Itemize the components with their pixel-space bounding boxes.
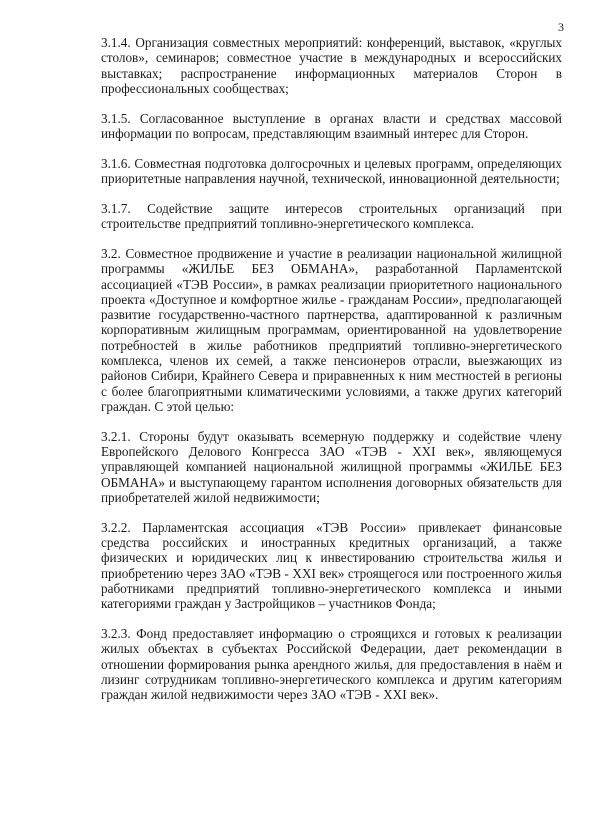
clause-3-1-7: 3.1.7. Содействие защите интересов строительных организаций при строительстве предприятий топливно-энергетического комплекса.	[101, 200, 562, 232]
clause-3-2-1: 3.2.1. Стороны будут оказывать всемерную поддержку и содействие члену Европейского Делового Конгресса ЗАО «ТЭВ - XXI век», являющемуся управляющей компанией национальной жилищной программы «ЖИЛЬЕ БЕЗ ОБМАНА» и выступающему гарантом исполнения договорных обязательств для приобретателей жилой недвижимости;	[101, 428, 562, 505]
clause-3-2: 3.2. Совместное продвижение и участие в реализации национальной жилищной программы «ЖИЛЬЕ БЕЗ ОБМАНА», разработанной Парламентской ассоциацией «ТЭВ России», в рамках реализации приоритетного национального проекта «Доступное и комфортное жилье - гражданам России», предполагающей развитие государственно-частного партнерства, адаптированной к различным корпоративным жилищным программам, ориентированной на удовлетворение потребностей в жилье работников предприятий топливно-энергетического комплекса, членов их семей, а также пенсионеров отрасли, выезжающих из районов Сибири, Крайнего Севера и приравненных к ним местностей в регионы с более благоприятными климатическими условиями, а также других категорий граждан. С этой целью:	[101, 245, 562, 414]
clause-3-2-3: 3.2.3. Фонд предоставляет информацию о строящихся и готовых к реализации жилых объектах в субъектах Российской Федерации, дает рекомендации в отношении формирования рынка арендного жилья, для предоставления в наём и лизинг сотрудникам топливно-энергетического комплекса и другим категориям граждан жилой недвижимости через ЗАО «ТЭВ - XXI век».	[101, 626, 562, 703]
clause-3-1-5: 3.1.5. Согласованное выступление в органах власти и средствах массовой информации по вопросам, представляющим взаимный интерес для Сторон.	[101, 110, 562, 141]
document-body	[101, 35, 562, 717]
clause-3-1-6: 3.1.6. Совместная подготовка долгосрочных и целевых программ, определяющих приоритетные направления научной, технической, инновационной деятельности;	[101, 155, 562, 187]
page-number: 3	[558, 20, 564, 34]
clause-3-2-2: 3.2.2. Парламентская ассоциация «ТЭВ России» привлекает финансовые средства российских и иностранных кредитных организаций, а также физических и юридических лиц к инвестированию строительства жилья и приобретению через ЗАО «ТЭВ - XXI век» строящегося или построенного жилья работниками предприятий топливно-энергетического комплекса и иными категориями граждан у Застройщиков – участников Фонда;	[101, 519, 562, 612]
clause-3-1-4: 3.1.4. Организация совместных мероприятий: конференций, выставок, «круглых столов», семинаров; совместное участие в международных и всероссийских выставках; распространение информационных материалов Сторон в профессиональных сообществах;	[101, 35, 562, 96]
